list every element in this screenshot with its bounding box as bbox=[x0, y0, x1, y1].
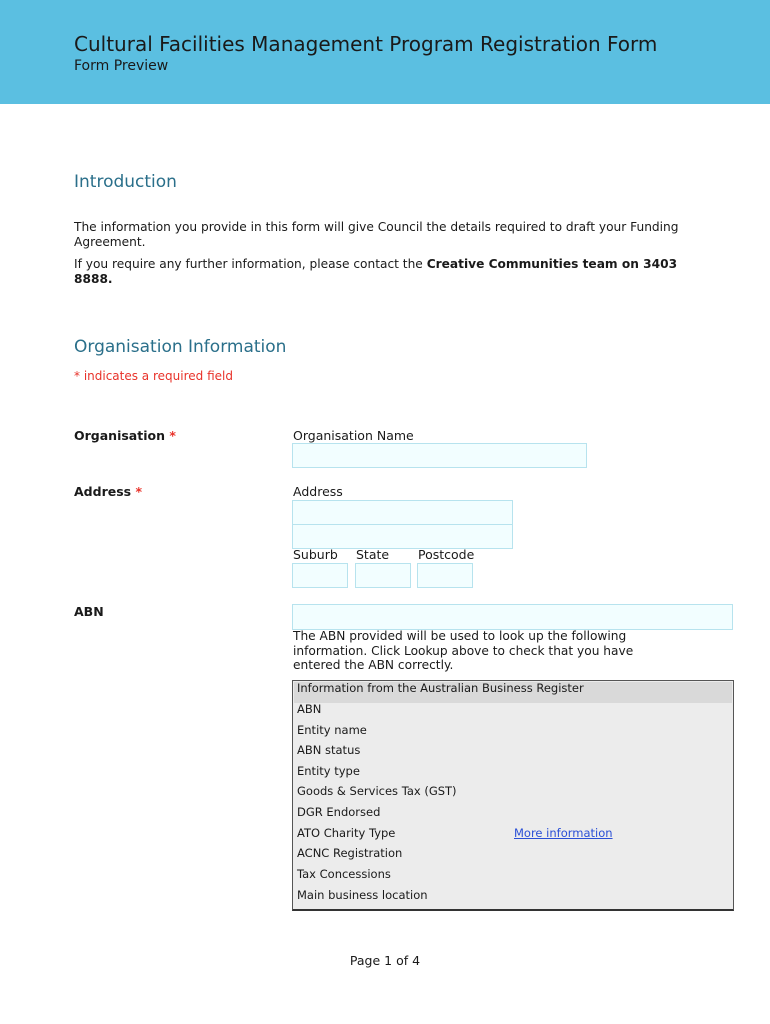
register-row-entity-name: Entity name bbox=[297, 723, 367, 737]
form-title: Cultural Facilities Management Program Registration Form bbox=[74, 32, 658, 56]
suburb-input[interactable] bbox=[292, 563, 348, 588]
form-header bbox=[0, 0, 770, 104]
form-subtitle: Form Preview bbox=[74, 58, 169, 74]
abn-input[interactable] bbox=[292, 604, 733, 630]
required-marker: * bbox=[169, 428, 176, 443]
abn-label: ABN bbox=[74, 604, 104, 619]
state-input[interactable] bbox=[355, 563, 411, 588]
organisation-label bbox=[74, 428, 176, 443]
introduction-paragraph-1: The information you provide in this form will give Council the details required to draft your Funding Agreement. bbox=[74, 220, 679, 249]
introduction-paragraph-2 bbox=[74, 257, 694, 286]
introduction-heading: Introduction bbox=[74, 172, 177, 192]
state-label: State bbox=[356, 547, 390, 562]
register-row-acnc-registration: ACNC Registration bbox=[297, 846, 403, 860]
address-label-text: Address bbox=[74, 484, 132, 499]
postcode-label: Postcode bbox=[418, 547, 475, 562]
abn-register-panel bbox=[292, 680, 734, 911]
abn-register-header: Information from the Australian Business Register bbox=[294, 682, 732, 703]
register-row-main-business-location: Main business location bbox=[297, 888, 428, 902]
contact-text: If you require any further information, please contact the bbox=[74, 257, 427, 271]
suburb-label: Suburb bbox=[293, 547, 338, 562]
more-information-link[interactable]: More information bbox=[514, 826, 613, 840]
register-row-dgr-endorsed: DGR Endorsed bbox=[297, 805, 381, 819]
abn-help-text: The ABN provided will be used to look up the following information. Click Lookup above to check that you have entered the ABN correctly. bbox=[293, 629, 634, 672]
organisation-information-heading: Organisation Information bbox=[74, 337, 287, 357]
register-row-entity-type: Entity type bbox=[297, 764, 360, 778]
page-indicator: Page 1 of 4 bbox=[349, 953, 421, 968]
address-label bbox=[74, 484, 142, 499]
required-marker: * bbox=[135, 484, 142, 499]
register-row-ato-charity-type: ATO Charity Type bbox=[297, 826, 396, 840]
register-row-abn: ABN bbox=[297, 702, 322, 716]
register-row-gst: Goods & Services Tax (GST) bbox=[297, 784, 457, 798]
organisation-name-label: Organisation Name bbox=[293, 428, 414, 443]
register-row-abn-status: ABN status bbox=[297, 743, 361, 757]
address-line-2-input[interactable] bbox=[292, 524, 513, 549]
address-line-1-input[interactable] bbox=[292, 500, 513, 525]
contact-team: Creative Communities team on 3403 8888. bbox=[74, 257, 678, 286]
required-field-note: * indicates a required field bbox=[74, 369, 233, 383]
address-sub-label: Address bbox=[293, 484, 343, 499]
organisation-label-text: Organisation bbox=[74, 428, 165, 443]
postcode-input[interactable] bbox=[417, 563, 473, 588]
organisation-name-input[interactable] bbox=[292, 443, 587, 468]
register-row-tax-concessions: Tax Concessions bbox=[297, 867, 391, 881]
